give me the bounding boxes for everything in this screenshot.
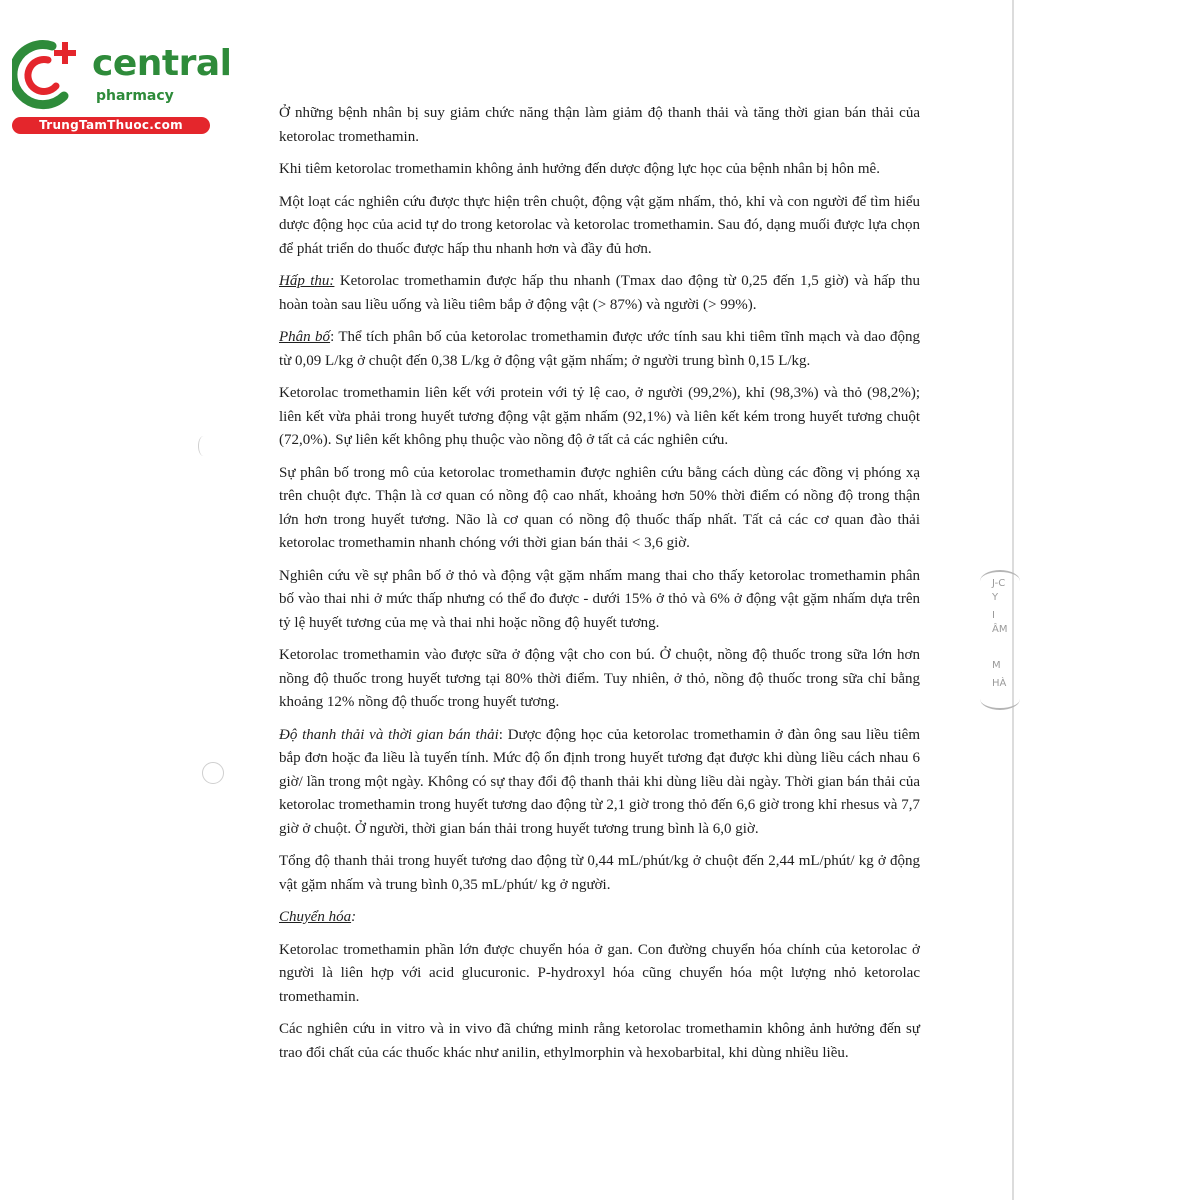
paragraph-absorption: Hấp thu: Ketorolac tromethamin được hấp thu nhanh (Tmax dao động từ 0,25 đến 1,5 giờ) và hấp thu hoàn toàn sau liều uống và liều tiêm bắp ở động vật (> 87%) và người (> 99%). bbox=[279, 273, 920, 313]
stamp-text: J-C bbox=[992, 578, 1006, 589]
paragraph: Khi tiêm ketorolac tromethamin không ảnh hưởng đến dược động lực học của bệnh nhân bị hôn mê. bbox=[279, 161, 880, 177]
pharmacy-cross-logo-icon bbox=[12, 38, 84, 110]
paragraph-clearance: Độ thanh thải và thời gian bán thải: Dược động học của ketorolac tromethamin ở đàn ông sau liều tiêm bắp đơn hoặc đa liều là tuyến tính. Mức độ ổn định trong huyết tương đạt được khi dùng liều cách nhau 6 giờ/ lần trong một ngày. Không có sự thay đổi độ thanh thải khi dùng liều dài ngày. Thời gian bán thải của ketorolac tromethamin trong huyết tương dao động từ 2,1 giờ trong thỏ đến 6,6 giờ trong khỉ rhesus và 7,7 giờ ở chuột. Ở người, thời gian bán thải trong huyết tương trung bình là 6,0 giờ. bbox=[279, 726, 920, 837]
paragraph: Ở những bệnh nhân bị suy giảm chức năng thận làm giảm độ thanh thải và tăng thời gian bán thải của ketorolac tromethamin. bbox=[279, 105, 920, 145]
logo-website-banner: TrungTamThuoc.com bbox=[12, 117, 210, 134]
punch-hole-mark bbox=[202, 762, 224, 784]
paragraph: Ketorolac tromethamin liên kết với protein với tỷ lệ cao, ở người (99,2%), khỉ (98,3%) và thỏ (98,2%); liên kết vừa phải trong huyết tương động vật gặm nhấm (92,1%) và liên kết kém trong huyết tương chuột (72,0%). Sự liên kết không phụ thuộc vào nồng độ ở tất cả các nghiên cứu. bbox=[279, 385, 920, 448]
section-heading: Độ thanh thải và thời gian bán thải bbox=[279, 726, 499, 743]
paragraph: Ketorolac tromethamin vào được sữa ở động vật cho con bú. Ở chuột, nồng độ thuốc trong sữa lớn hơn nồng độ thuốc trong huyết tương tại 80% thời điểm. Tuy nhiên, ở thỏ, nồng độ thuốc trong sữa chỉ bằng khoảng 12% nồng độ thuốc trong huyết tương. bbox=[279, 647, 920, 710]
stamp-text: ÂM bbox=[992, 624, 1008, 635]
paragraph: Nghiên cứu về sự phân bố ở thỏ và động vật gặm nhấm mang thai cho thấy ketorolac tromethamin phân bố vào thai nhi ở mức thấp nhưng có thể đo được - dưới 15% ở thỏ và 6% ở động vật gặm nhấm dựa trên tỷ lệ huyết tương của mẹ và thai nhi hoặc nồng độ huyết tương. bbox=[279, 567, 920, 631]
paragraph-metabolism-heading: Chuyển hóa: bbox=[279, 909, 357, 925]
paragraph: Tổng độ thanh thải trong huyết tương dao động từ 0,44 mL/phút/kg ở chuột đến 2,44 mL/phút/ kg ở động vật gặm nhấm và trung bình 0,35 mL/phút/ kg ở người. bbox=[279, 853, 920, 893]
stamp-text: HÀ bbox=[992, 678, 1007, 689]
section-heading: Hấp thu: bbox=[279, 273, 335, 289]
stamp-text: I bbox=[992, 610, 995, 621]
logo-brand-text: central bbox=[92, 43, 232, 84]
paragraph: Một loạt các nghiên cứu được thực hiện trên chuột, động vật gặm nhấm, thỏ, khỉ và con người để tìm hiểu dược động học của acid tự do trong ketorolac và ketorolac tromethamin. Sau đó, dạng muối được lựa chọn để phát triển do thuốc được hấp thu nhanh hơn và đầy đủ hơn. bbox=[279, 193, 920, 257]
paragraph-distribution: Phân bố: Thể tích phân bố của ketorolac tromethamin được ước tính sau khi tiêm tĩnh mạch và dao động từ 0,09 L/kg ở chuột đến 0,38 L/kg ở động vật gặm nhấm; ở người trung bình 0,15 L/kg. bbox=[279, 329, 920, 369]
section-heading: Phân bố bbox=[279, 329, 331, 345]
seal-stamp bbox=[988, 570, 1018, 710]
paragraph: Các nghiên cứu in vitro và in vivo đã chứng minh rằng ketorolac tromethamin không ảnh hưởng đến sự trao đổi chất của các thuốc khác như anilin, ethylmorphin và hexobarbital, khi dùng nhiều liều. bbox=[279, 1021, 920, 1061]
paragraph: Sự phân bố trong mô của ketorolac tromethamin được nghiên cứu bằng cách dùng các đồng vị phóng xạ trên chuột đực. Thận là cơ quan có nồng độ cao nhất, khoảng hơn 50% thời điểm có nồng độ trong thận lớn hơn trong huyết tương. Não là cơ quan có nồng độ thuốc thấp nhất. Tất cả các cơ quan đào thải ketorolac tromethamin nhanh chóng với thời gian bán thải < 3,6 giờ. bbox=[279, 464, 920, 551]
stamp-text: M bbox=[992, 660, 1001, 671]
punch-hole-mark bbox=[198, 436, 209, 456]
logo-subtitle: pharmacy bbox=[96, 88, 174, 104]
paragraph: Ketorolac tromethamin phần lớn được chuyển hóa ở gan. Con đường chuyển hóa chính của ketorolac ở người là liên hợp với acid glucuronic. P-hydroxyl hóa cũng chuyển hóa một lượng nhỏ ketorolac tromethamin. bbox=[279, 941, 920, 1005]
section-heading: Chuyển hóa bbox=[279, 909, 352, 925]
central-pharmacy-logo bbox=[8, 36, 232, 136]
stamp-text: Y bbox=[992, 592, 999, 603]
document-body bbox=[279, 102, 920, 1074]
